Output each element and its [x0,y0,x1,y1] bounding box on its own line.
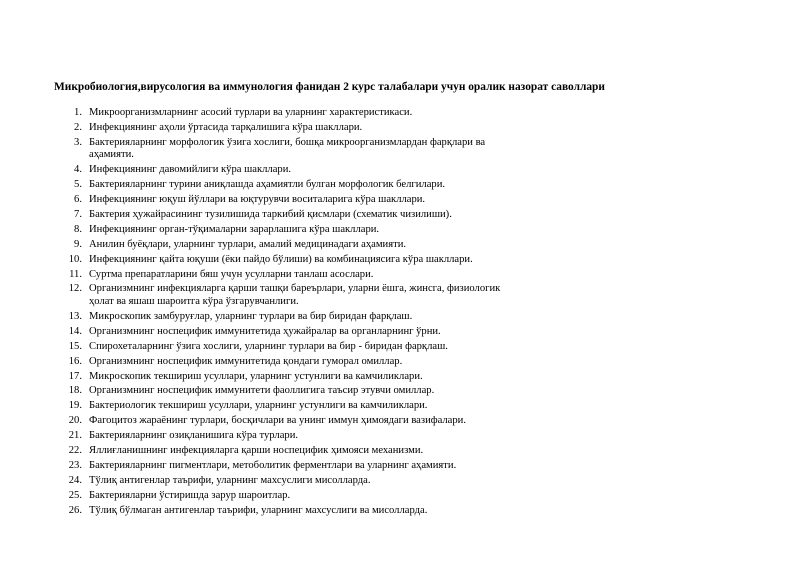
question-item [0,208,800,223]
question-text: Бактерияларнинг озиқланишига кўра турлари. [89,430,299,442]
question-number: 2. [74,121,82,133]
question-item [0,429,800,444]
question-item [0,282,800,309]
question-number: 22. [68,445,82,457]
question-text: Бактерияларни ўстиришда зарур шароитлар. [89,489,291,501]
question-item [0,193,800,208]
question-text: Инфекциянинг юқуш йўллари ва юқтурувчи воситаларига кўра шакллари. [89,194,426,206]
question-item [0,340,800,355]
question-number: 9. [74,238,82,250]
question-number: 21. [68,430,82,442]
question-item [0,325,800,340]
question-text: Микроскопик текшириш усуллари, уларнинг устунлиги ва камчиликлари. [89,370,423,382]
question-item [0,489,800,504]
question-text: Бактерия ҳужайрасининг тузилишида таркибий қисмлари (схематик чизилиши). [89,208,452,220]
question-number: 8. [74,223,82,235]
question-text: Организмнинг носпецифик иммунитетида ҳужайралар ва органларнинг ўрни. [89,325,441,337]
question-item [0,253,800,268]
question-number: 6. [74,194,82,206]
question-number: 12. [68,283,82,295]
question-item [0,459,800,474]
question-item [0,178,800,193]
question-number: 4. [74,164,82,176]
question-item [0,238,800,253]
question-number: 3. [74,136,82,148]
question-text: Организмнинг носпецифик иммунитетида қондаги гуморал омиллар. [89,355,403,367]
question-item [0,399,800,414]
question-number: 5. [74,179,82,191]
questions-list [0,106,800,519]
question-item [0,474,800,489]
question-number: 25. [68,489,82,501]
question-item [0,355,800,370]
question-item [0,504,800,519]
document-title: Микробиология,вирусология ва иммунология фанидан 2 курс талабалари учун оралик назорат саволлари [54,81,605,93]
question-number: 15. [68,340,82,352]
question-number: 13. [68,310,82,322]
question-number: 1. [74,107,82,118]
question-item [0,414,800,429]
question-item [0,136,800,163]
question-number: 18. [68,385,82,397]
question-number: 16. [68,355,82,367]
question-text: Бактерияларнинг турини аниқлашда аҳамиятли булган морфологик белгилари. [89,179,446,191]
question-number: 24. [68,474,82,486]
question-item [0,223,800,238]
question-item [0,384,800,399]
question-text: Тўлиқ антигенлар таърифи, уларнинг махсуслиги мисолларда. [89,474,371,486]
question-text: Инфекциянинг давомийлиги кўра шакллари. [89,164,292,176]
question-item [0,163,800,178]
question-number: 23. [68,459,82,471]
question-text: Инфекциянинг аҳоли ўртасида тарқалишига кўра шакллари. [89,121,363,133]
question-item [0,310,800,325]
question-text: Спирохеталарнинг ўзига хослиги, уларнинг турлари ва бир - биридан фарқлаш. [89,340,448,352]
question-text: Микроскопик замбуруғлар, уларнинг турлари ва бир биридан фарқлаш. [89,310,413,322]
question-number: 10. [68,253,82,265]
question-number: 7. [74,208,82,220]
question-text: Анилин буёқлари, уларнинг турлари, амалий медицинадаги аҳамияти. [89,238,407,250]
question-text: Бактерияларнинг пигментлари, метоболитик ферментлари ва уларнинг аҳамияти. [89,459,457,471]
question-number: 17. [68,370,82,382]
question-text: Тўлиқ бўлмаган антигенлар таърифи, уларнинг махсуслиги ва мисолларда. [89,504,428,516]
question-text: Микроорганизмларнинг асосий турлари ва уларнинг характеристикаси. [89,107,413,118]
question-text: Организмнинг носпецифик иммунитети фаоллигига таъсир этувчи омиллар. [89,385,435,397]
question-text: Бактериологик текшириш усуллари, уларнинг устунлиги ва камчиликлари. [89,400,428,412]
question-number: 11. [69,268,82,280]
question-text: Инфекциянинг қайта юқуши (ёки пайдо бўлиши) ва комбинациясига кўра шакллари. [89,253,473,265]
question-number: 14. [68,325,82,337]
question-item [0,444,800,459]
question-text: Бактерияларнинг морфологик ўзига хослиги, бошқа микроорганизмлардан фарқлари ва аҳамияти. [89,136,486,161]
question-text: Суртма препаратларини бяш учун усулларни танлаш асослари. [89,268,374,280]
question-text: Организмнинг инфекцияларга қарши ташқи бареърлари, уларни ёшга, жинсга, физиологик ҳолат ва яшаш шароитга кўра ўзгарувчанлиги. [89,283,501,307]
question-number: 26. [68,504,82,516]
question-text: Яллиғланишнинг инфекцияларга қарши носпецифик ҳимояси механизми. [89,445,424,457]
question-number: 20. [68,415,82,427]
question-text: Фагоцитоз жараёнинг турлари, босқичлари ва унинг иммун ҳимоядаги вазифалари. [89,415,467,427]
question-item [0,370,800,385]
question-text: Инфекциянинг орган-тўқималарни зарарлашига кўра шакллари. [89,223,380,235]
question-item [0,106,800,121]
question-number: 19. [68,400,82,412]
question-item [0,121,800,136]
question-item [0,268,800,283]
